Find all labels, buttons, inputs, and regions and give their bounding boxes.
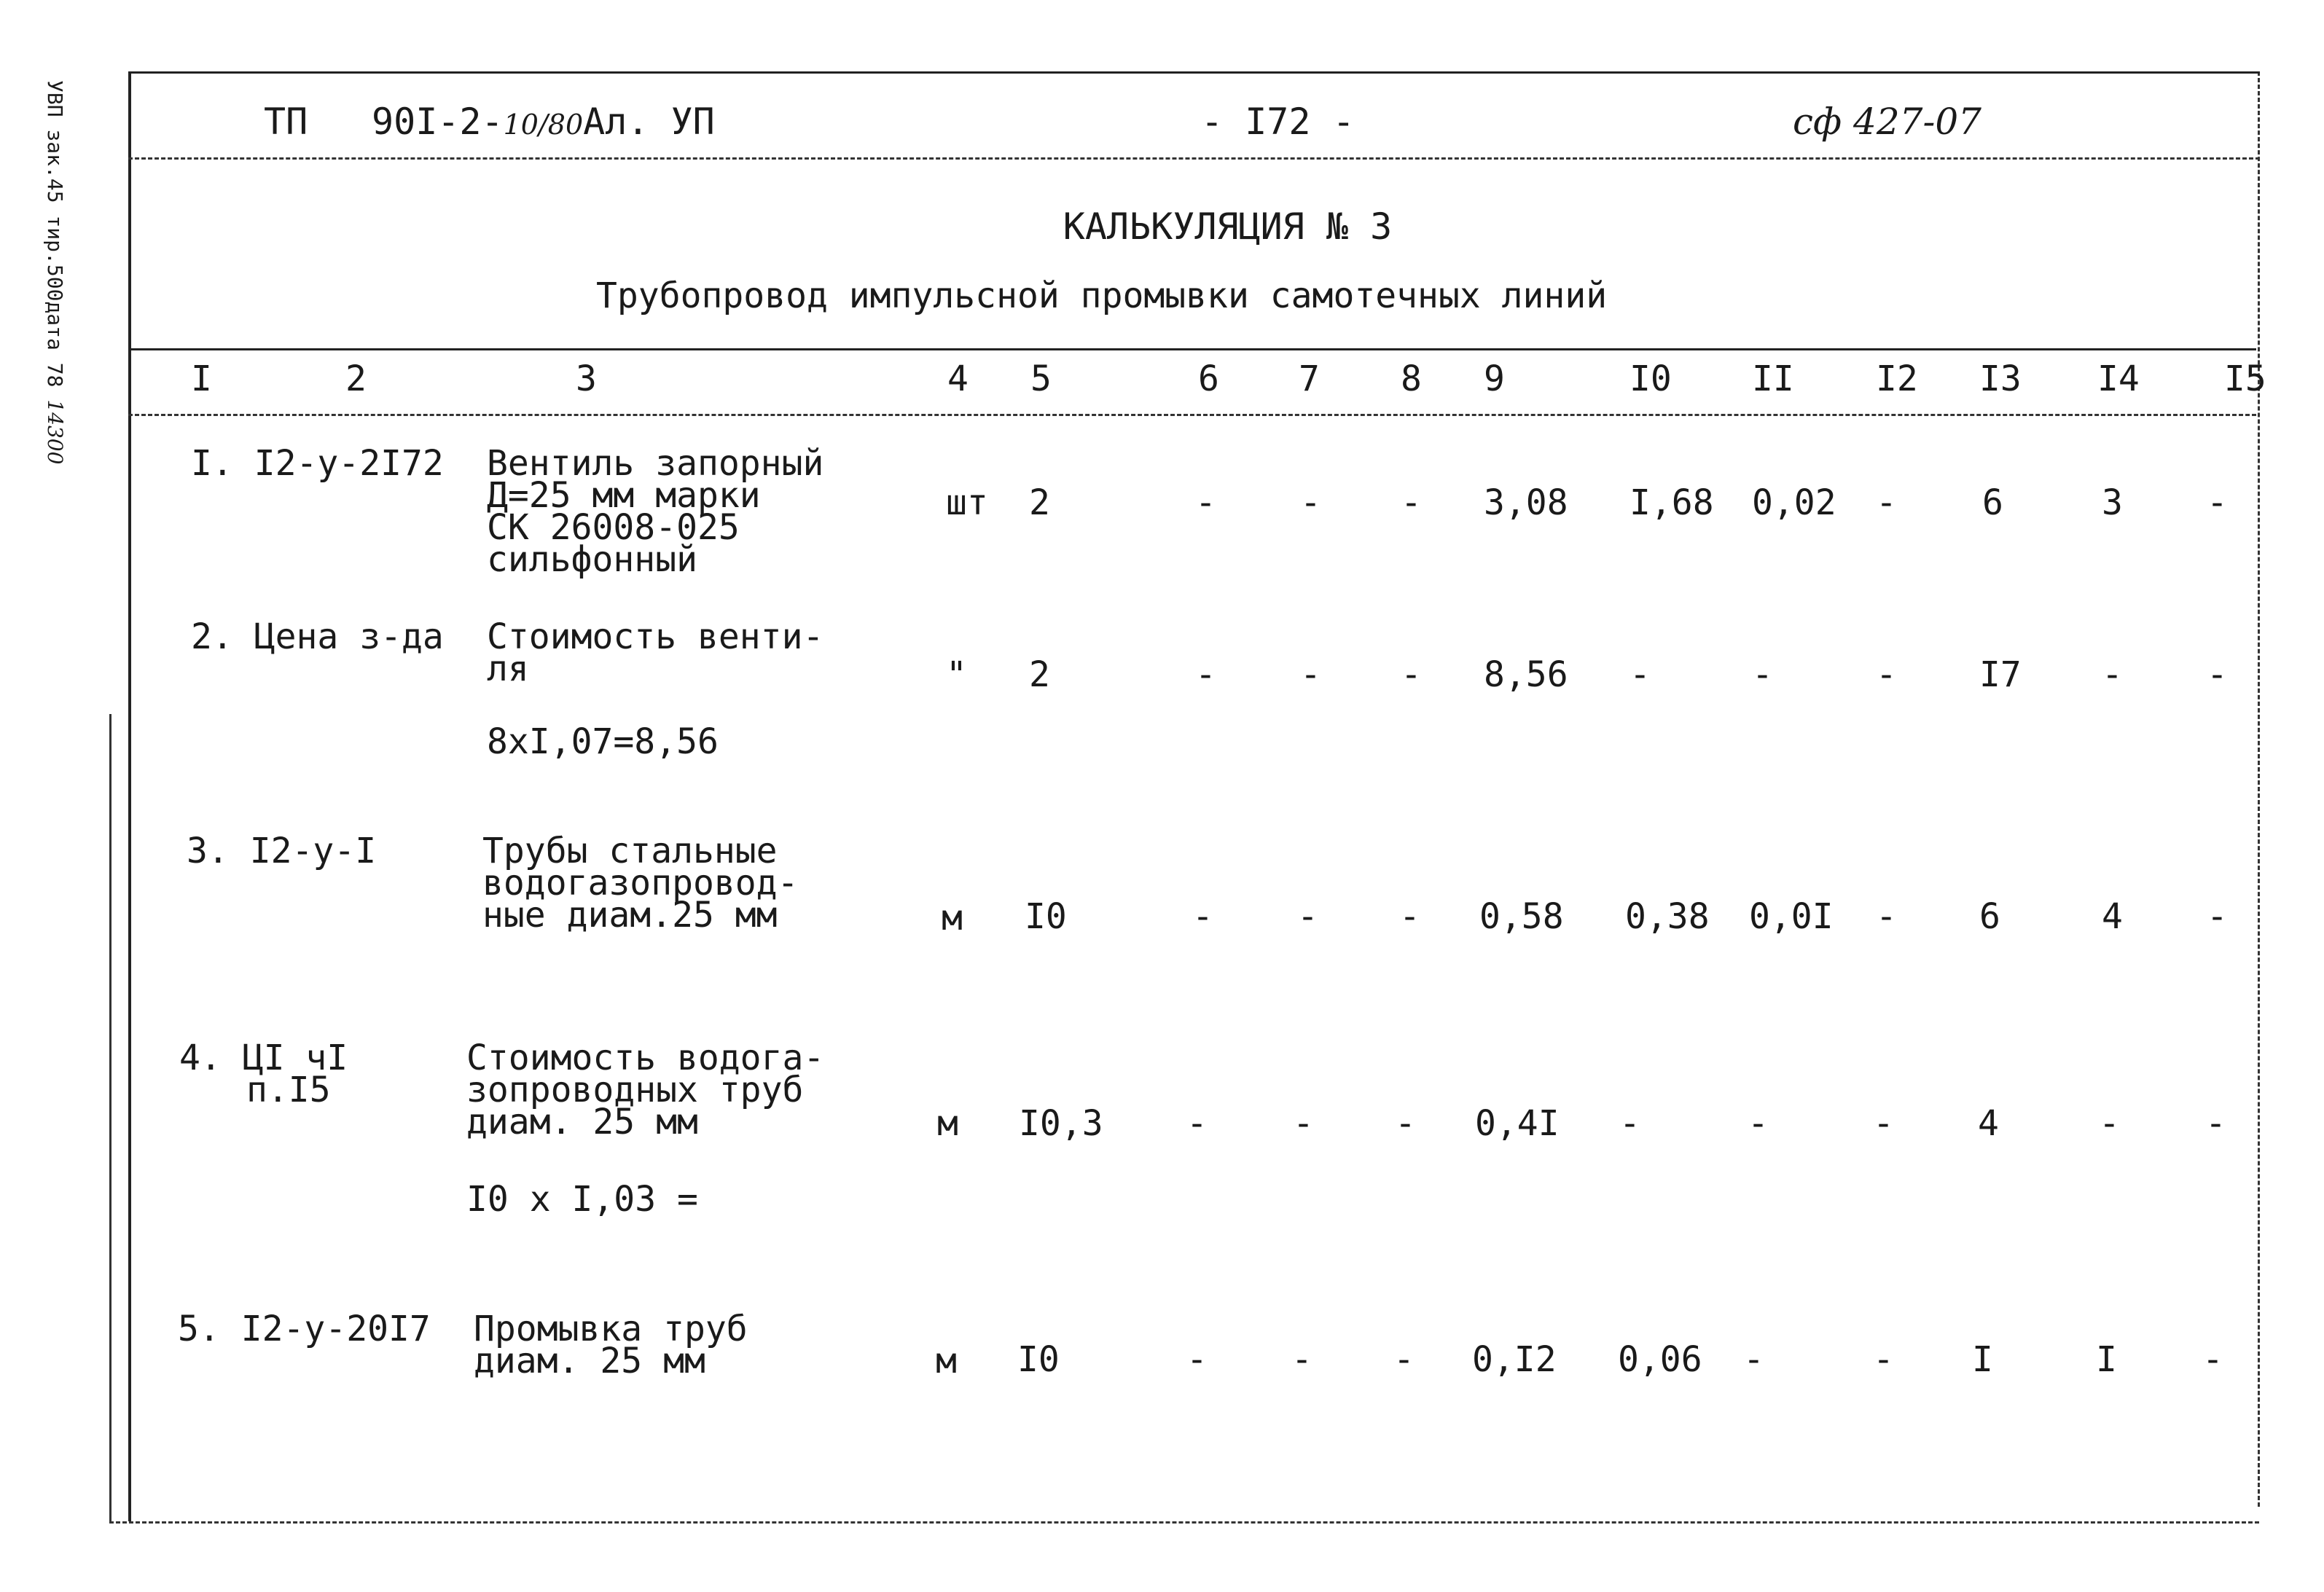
row-c10: - xyxy=(1619,1103,1640,1144)
row-c13: I xyxy=(1972,1339,1993,1380)
doc-subtitle: Трубопровод импульсной промывки самотечных линий xyxy=(596,275,1608,316)
row-desc-line: Вентиль запорный xyxy=(487,443,824,484)
col-header: I xyxy=(191,358,212,399)
row-c14: - xyxy=(2102,654,2123,695)
row-c7: - xyxy=(1300,482,1321,523)
row-calc: 8xI,07=8,56 xyxy=(487,721,719,762)
row-c7: - xyxy=(1300,654,1321,695)
doc-fraction: 10/80 xyxy=(503,109,584,141)
row-c9: 8,56 xyxy=(1484,654,1568,695)
row-c14: I xyxy=(2096,1339,2117,1380)
row-num-code: 5. I2-у-20I7 xyxy=(178,1309,431,1349)
side-stamp xyxy=(43,80,67,464)
col-header: I5 xyxy=(2224,358,2266,399)
row-c10: 0,38 xyxy=(1625,896,1710,937)
col-header: I4 xyxy=(2097,358,2140,399)
row-c11: 0,02 xyxy=(1752,482,1836,523)
row-desc-line: диам. 25 мм xyxy=(466,1102,698,1142)
row-qty: I0 xyxy=(1017,1339,1060,1380)
doc-code: ТП xyxy=(264,101,308,143)
row-c11: 0,0I xyxy=(1749,896,1834,937)
frame-top-border xyxy=(128,71,2260,74)
frame-bottom-border xyxy=(109,1521,2259,1524)
row-num-code-line2: п.I5 xyxy=(246,1070,331,1110)
row-desc-line: ля xyxy=(487,648,529,689)
table-top-rule xyxy=(128,348,2256,350)
col-header: 3 xyxy=(576,358,597,399)
row-desc-line: Стоимость венти- xyxy=(487,616,824,657)
row-num-code: 2. Цена з-да xyxy=(191,616,444,657)
row-c12: - xyxy=(1873,1339,1894,1380)
row-num-code: I. I2-у-2I72 xyxy=(191,443,444,484)
sheet-ref: сф 427-07 xyxy=(1793,101,1981,143)
col-header: 9 xyxy=(1484,358,1505,399)
row-c12: - xyxy=(1876,482,1897,523)
row-unit: " xyxy=(946,654,967,695)
row-c12: - xyxy=(1876,654,1897,695)
doc-number xyxy=(372,101,715,143)
row-c9: 0,4I xyxy=(1475,1103,1560,1144)
row-c8: - xyxy=(1401,482,1422,523)
row-c9: 3,08 xyxy=(1484,482,1568,523)
row-c7: - xyxy=(1293,1103,1314,1144)
row-desc-line: ные диам.25 мм xyxy=(482,895,778,936)
row-qty: I0 xyxy=(1025,896,1067,937)
col-header: 7 xyxy=(1299,358,1320,399)
header-divider xyxy=(128,157,2260,160)
row-c10: 0,06 xyxy=(1618,1339,1702,1380)
col-header: 4 xyxy=(947,358,969,399)
row-desc-line: зопроводных труб xyxy=(466,1070,804,1110)
row-unit: м xyxy=(936,1341,957,1381)
page-number: - I72 - xyxy=(1201,101,1355,143)
row-c15: - xyxy=(2207,654,2228,695)
doc-title: КАЛЬКУЛЯЦИЯ № 3 xyxy=(1063,205,1393,248)
row-c9: 0,I2 xyxy=(1472,1339,1557,1380)
row-unit: м xyxy=(937,1103,958,1144)
row-calc: I0 x I,03 = xyxy=(466,1179,698,1220)
row-desc-line: водогазопровод- xyxy=(482,863,799,903)
row-c9: 0,58 xyxy=(1479,896,1564,937)
row-c15: - xyxy=(2207,482,2228,523)
col-header: 5 xyxy=(1030,358,1052,399)
row-c14: 4 xyxy=(2102,896,2123,937)
row-c6: - xyxy=(1195,654,1216,695)
row-c8: - xyxy=(1401,654,1422,695)
frame-right-border xyxy=(2258,71,2260,1507)
row-qty: I0,3 xyxy=(1019,1103,1103,1144)
row-desc-line: СК 26008-025 xyxy=(487,507,740,548)
row-c6: - xyxy=(1186,1103,1208,1144)
row-qty: 2 xyxy=(1029,654,1050,695)
row-unit: шт xyxy=(946,482,988,523)
row-c13: I7 xyxy=(1979,654,2022,695)
row-c11: - xyxy=(1752,654,1773,695)
row-c15: - xyxy=(2202,1339,2223,1380)
side-stamp-org: УВП xyxy=(43,80,67,117)
table-header-rule xyxy=(128,414,2256,416)
row-c14: 3 xyxy=(2102,482,2123,523)
row-desc-line: Промывка труб xyxy=(474,1309,748,1349)
row-c8: - xyxy=(1395,1103,1416,1144)
side-stamp-text: зак.45 тир.500дата 78 xyxy=(43,129,67,388)
row-c15: - xyxy=(2207,896,2228,937)
row-c8: - xyxy=(1399,896,1420,937)
row-c6: - xyxy=(1195,482,1216,523)
col-header: I3 xyxy=(1979,358,2022,399)
row-c11: - xyxy=(1748,1103,1769,1144)
row-qty: 2 xyxy=(1029,482,1050,523)
row-c14: - xyxy=(2099,1103,2120,1144)
frame-left-border xyxy=(128,71,131,1521)
col-header: I0 xyxy=(1629,358,1672,399)
row-num-code: 4. ЦI чI xyxy=(179,1038,348,1078)
row-desc-line: Д=25 мм марки xyxy=(487,475,761,516)
row-c8: - xyxy=(1393,1339,1415,1380)
side-stamp-note: 14300 xyxy=(43,399,67,465)
row-c10: I,68 xyxy=(1629,482,1714,523)
row-num-code: 3. I2-у-I xyxy=(187,831,377,871)
row-c7: - xyxy=(1291,1339,1312,1380)
col-header: 2 xyxy=(345,358,367,399)
row-c15: - xyxy=(2205,1103,2226,1144)
row-desc-line: Трубы стальные xyxy=(482,831,778,871)
row-c13: 6 xyxy=(1979,896,2000,937)
doc-album: Ал. УП xyxy=(583,101,715,143)
frame-outer-left-border xyxy=(109,714,111,1523)
doc-number-base: 90I-2- xyxy=(372,101,504,143)
col-header: 8 xyxy=(1401,358,1422,399)
col-header: 6 xyxy=(1198,358,1219,399)
col-header: I2 xyxy=(1876,358,1918,399)
row-c6: - xyxy=(1186,1339,1208,1380)
row-unit: м xyxy=(942,898,963,938)
row-c7: - xyxy=(1297,896,1318,937)
row-c11: - xyxy=(1743,1339,1764,1380)
row-c13: 6 xyxy=(1982,482,2003,523)
row-c13: 4 xyxy=(1978,1103,1999,1144)
row-desc-line: Стоимость водога- xyxy=(466,1038,825,1078)
row-c12: - xyxy=(1873,1103,1894,1144)
row-c12: - xyxy=(1876,896,1897,937)
row-desc-line: сильфонный xyxy=(487,539,697,580)
col-header: II xyxy=(1752,358,1794,399)
row-desc-line: диам. 25 мм xyxy=(474,1341,705,1381)
row-c10: - xyxy=(1629,654,1651,695)
row-c6: - xyxy=(1192,896,1213,937)
